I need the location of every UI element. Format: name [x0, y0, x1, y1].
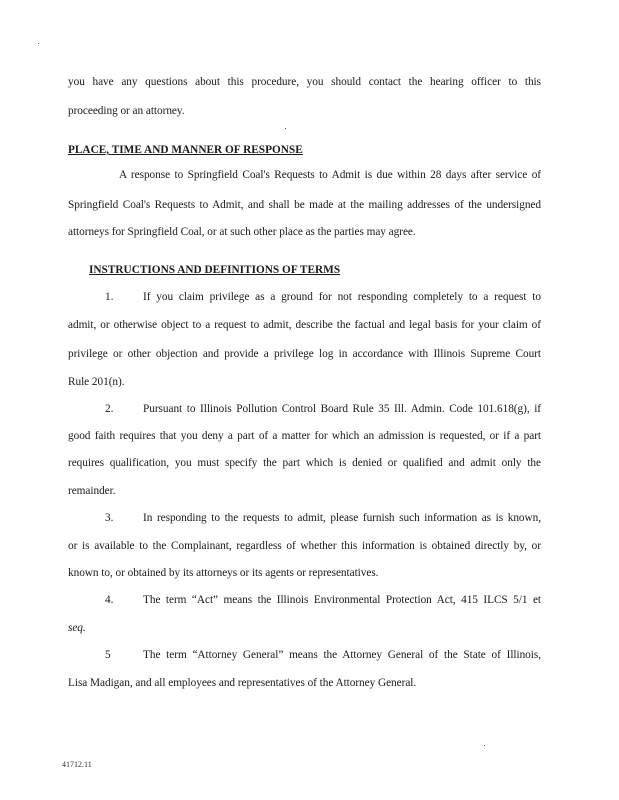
document-id-footer: 41712.11 [62, 760, 92, 769]
item-number: 1. [105, 291, 114, 303]
intro-line-2: proceeding or an attorney. [68, 105, 185, 117]
section1-line-1: A response to Springfield Coal's Requests to Admit is due within 28 days after service of [119, 169, 541, 181]
item-3-first-line [68, 511, 541, 525]
item-1-first-line [68, 290, 541, 304]
item-text: The term “Attorney General” means the Attorney General of the State of Illinois, [143, 649, 541, 661]
item-2-line-4: remainder. [68, 485, 116, 497]
item-1-line-3: privilege or other objection and provide a privilege log in accordance with Illinois Supreme Court [68, 348, 541, 360]
item-number: 4. [105, 594, 114, 606]
item-number: 3. [105, 512, 114, 524]
item-5-line-2: Lisa Madigan, and all employees and representatives of the Attorney General. [68, 677, 417, 689]
item-4-line-2: seq. [68, 622, 86, 634]
item-1-line-2: admit, or otherwise object to a request to admit, describe the factual and legal basis for your claim of [68, 319, 541, 331]
item-2-line-2: good faith requires that you deny a part of a matter for which an admission is requested, or if a part [68, 430, 541, 442]
item-2-first-line [68, 402, 541, 416]
item-3-line-2: or is available to the Complainant, regardless of whether this information is obtained directly by, or [68, 540, 541, 552]
scan-speck [484, 745, 485, 746]
item-text: The term “Act” means the Illinois Environmental Protection Act, 415 ILCS 5/1 et [143, 594, 541, 606]
intro-line-1: you have any questions about this procedure, you should contact the hearing officer to this [68, 76, 541, 88]
item-number: 2. [105, 403, 114, 415]
section1-line-2: Springfield Coal's Requests to Admit, and shall be made at the mailing addresses of the undersigned [68, 199, 541, 211]
item-2-line-3: requires qualification, you must specify the part which is denied or qualified and admit only the [68, 457, 541, 469]
scan-speck [285, 128, 286, 129]
item-5-first-line [68, 648, 541, 662]
section-heading-place-time: PLACE, TIME AND MANNER OF RESPONSE [68, 144, 303, 156]
item-text: In responding to the requests to admit, please furnish such information as is known, [143, 512, 541, 524]
item-text: If you claim privilege as a ground for not responding completely to a request to [143, 291, 541, 303]
scan-speck [38, 43, 39, 44]
item-number: 5 [105, 649, 111, 661]
section-heading-instructions: INSTRUCTIONS AND DEFINITIONS OF TERMS [89, 264, 341, 276]
item-text: Pursuant to Illinois Pollution Control Board Rule 35 Ill. Admin. Code 101.618(g), if [143, 403, 541, 415]
item-1-line-4: Rule 201(n). [68, 376, 125, 388]
item-4-first-line [68, 593, 541, 607]
item-3-line-3: known to, or obtained by its attorneys or its agents or representatives. [68, 567, 379, 579]
section1-line-3: attorneys for Springfield Coal, or at such other place as the parties may agree. [68, 226, 416, 238]
